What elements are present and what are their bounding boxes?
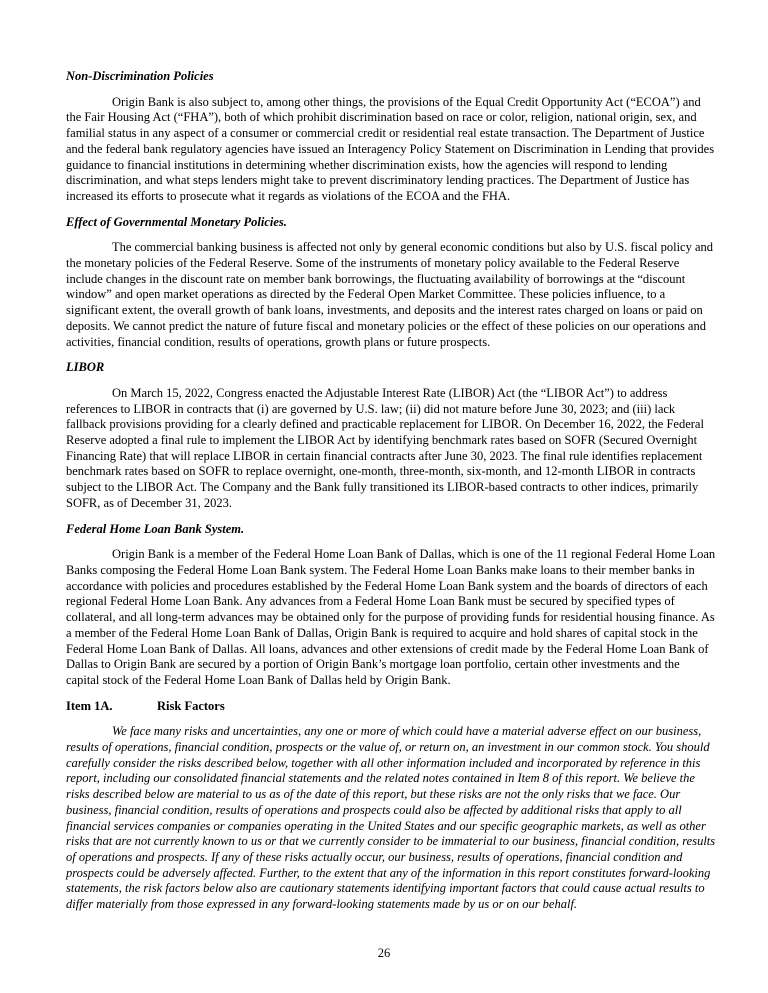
paragraph-effect-of-governmental-monetary-policies: The commercial banking business is affected not only by general economic conditions but also by U.S. fiscal policy and the monetary policies of the Federal Reserve. Some of the instruments of monetary policy available to the Federal Reserve include changes in the discount rate on member bank borrowings, the fluctuating availability of borrowings at the “discount window” and open market operations as directed by the Federal Open Market Committee. These policies influence, to a significant extent, the overall growth of bank loans, investments, and deposits and the interest rates charged on loans or paid on deposits. We cannot predict the nature of future fiscal and monetary policies or the effect of these policies on our operations and activities, financial condition, results of operations, growth plans or future prospects. <box>66 240 714 349</box>
section-heading-effect-of-governmental-monetary-policies: Effect of Governmental Monetary Policies. <box>66 214 287 229</box>
section-heading-non-discrimination-policies: Non-Discrimination Policies <box>66 69 214 83</box>
paragraph-federal-home-loan-bank-system: Origin Bank is a member of the Federal Home Loan Bank of Dallas, which is one of the 11 regional Federal Home Loan Banks composing the Federal Home Loan Bank system. The Federal Home Loan Banks make loans to their member banks in accordance with policies and procedures established by the Federal Home Loan Bank system and the boards of directors of each regional Federal Home Loan Bank. Any advances from a Federal Home Loan Bank must be secured by specified types of collateral, and all long-term advances may be obtained only for the purpose of providing funds for residential housing finance. As a member of the Federal Home Loan Bank of Dallas, Origin Bank is required to acquire and hold shares of capital stock in the Federal Home Loan Bank of Dallas. All loans, advances and other extensions of credit made by the Federal Home Loan Bank of Dallas to Origin Bank are secured by a portion of Origin Bank’s mortgage loan portfolio, certain other investments and the capital stock of the Federal Home Loan Bank of Dallas held by Origin Bank. <box>66 547 716 687</box>
paragraph-non-discrimination-policies: Origin Bank is also subject to, among other things, the provisions of the Equal Credit Opportunity Act (“ECOA”) and the Fair Housing Act (“FHA”), both of which prohibit discrimination based on race or color, religion, national origin, sex, and familial status in any aspect of a consumer or commercial credit or residential real estate transaction. The Department of Justice and the federal bank regulatory agencies have issued an Interagency Policy Statement on Discrimination in Lending that provides guidance to financial institutions in determining whether discrimination exists, how the agencies will respond to lending discrimination, and what steps lenders might take to prevent discriminatory lending practices. The Department of Justice has increased its efforts to prosecute what it regards as violations of the ECOA and the FHA. <box>66 94 715 203</box>
paragraph-risk-factors-intro: We face many risks and uncertainties, any one or more of which could have a material adverse effect on our business, results of operations, financial condition, prospects or the value of, or return on, an investment in our common stock. You should carefully consider the risks described below, together with all other information included and incorporated by reference in this report, including our consolidated financial statements and the related notes contained in Item 8 of this report. We believe the risks described below are material to us as of the date of this report, but these risks are not the only risks that we face. Our business, financial condition, results of operations and prospects could also be affected by additional risks that apply to all financial services companies or companies operating in the United States and our specific geographic markets, as well as other risks that are not currently known to us or that we currently consider to be immaterial to our business, financial condition, results of operations and prospects. If any of these risks actually occur, our business, results of operations, financial condition and prospects could be adversely affected. Further, to the extent that any of the information in this report constitutes forward-looking statements, the risk factors below also are cautionary statements identifying important factors that could cause actual results to differ materially from those expressed in any forward-looking statements made by us or on our behalf. <box>66 724 716 912</box>
item-1a-heading <box>66 699 716 715</box>
section-heading-federal-home-loan-bank-system: Federal Home Loan Bank System. <box>66 521 245 536</box>
page-number: 26 <box>377 946 391 960</box>
section-heading-libor: LIBOR <box>66 360 105 375</box>
paragraph-libor: On March 15, 2022, Congress enacted the Adjustable Interest Rate (LIBOR) Act (the “LIBOR Act”) to address references to LIBOR in contracts that (i) are governed by U.S. law; (ii) did not mature before June 30, 2023; and (iii) lack fallback provisions providing for a clearly defined and practicable replacement for LIBOR. On December 16, 2022, the Federal Reserve adopted a final rule to implement the LIBOR Act by identifying benchmark rates based on SOFR (Secured Overnight Financing Rate) that will replace LIBOR in certain financial contracts after June 30, 2023. The final rule identifies replacement benchmark rates based on SOFR to replace overnight, one-month, three-month, six-month, and 12-month LIBOR in contracts subject to the LIBOR Act. The Company and the Bank fully transitioned its LIBOR-based contracts to other indices, primarily SOFR, as of December 31, 2023. <box>66 385 704 510</box>
document-content <box>66 69 716 923</box>
item-1a-title: Risk Factors <box>157 698 225 713</box>
item-1a-number: Item 1A. <box>66 698 113 713</box>
